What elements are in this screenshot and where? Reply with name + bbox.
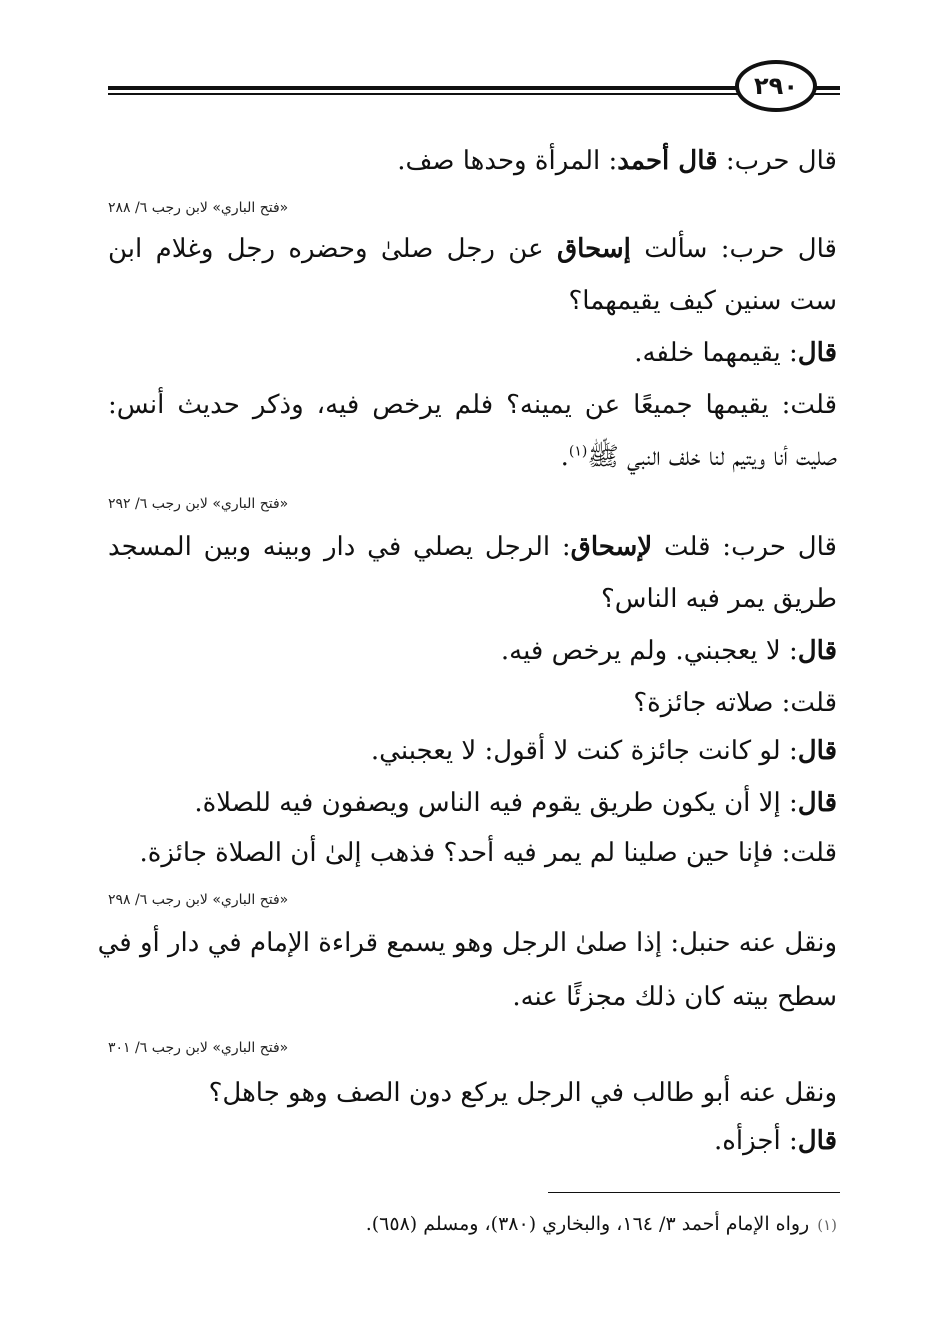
text-line: قلت: صلاته جائزة؟ bbox=[633, 688, 837, 718]
text-line: ونقل عنه حنبل: إذا صلىٰ الرجل وهو يسمع قراءة الإمام في دار أو في bbox=[97, 928, 837, 958]
footnote-divider bbox=[548, 1192, 840, 1193]
header-rule-thick bbox=[108, 86, 740, 90]
text-run: : الرجل يصلي في دار وبينه وبين المسجد bbox=[108, 532, 571, 562]
speaker-name: قال bbox=[797, 736, 837, 766]
text-run: : لا يعجبني. ولم يرخص فيه. bbox=[500, 636, 798, 666]
source-citation: «فتح الباري» لابن رجب ٦/ ٢٩٨ bbox=[108, 892, 289, 908]
page-number: ٢٩٠ bbox=[754, 72, 798, 100]
text-run: . bbox=[560, 442, 569, 472]
text-run: قال حرب: قلت bbox=[652, 532, 837, 562]
text-line: قلت: فإنا حين صلينا لم يمر فيه أحد؟ فذهب إلىٰ أن الصلاة جائزة. bbox=[139, 838, 837, 868]
source-citation: «فتح الباري» لابن رجب ٦/ ٢٨٨ bbox=[108, 200, 289, 216]
speaker-name: إسحاق bbox=[556, 234, 631, 264]
text-run: : يقيمهما خلفه. bbox=[634, 338, 798, 368]
source-citation: «فتح الباري» لابن رجب ٦/ ٢٩٢ bbox=[108, 496, 289, 512]
text-run: : إلا أن يكون طريق يقوم فيه الناس ويصفون فيه للصلاة. bbox=[194, 788, 798, 818]
text-run: قال حرب: bbox=[717, 146, 837, 176]
footnote-text: رواه الإمام أحمد ٣/ ١٦٤، والبخاري (٣٨٠)، ومسلم (٦٥٨). bbox=[365, 1213, 810, 1235]
footnote-ref: (١) bbox=[568, 443, 588, 460]
text-run: : لو كانت جائزة كنت لا أقول: لا يعجبني. bbox=[370, 736, 798, 766]
text-run: صليت أنا ويتيم لنا خلف النبي ﷺ bbox=[587, 442, 837, 472]
text-line bbox=[634, 340, 837, 366]
speaker-name: قال أحمد bbox=[617, 146, 718, 176]
speaker-name: لإسحاق bbox=[570, 532, 653, 562]
text-line bbox=[561, 444, 837, 470]
text-line: طريق يمر فيه الناس؟ bbox=[600, 584, 837, 614]
text-run: : المرأة وحدها صف. bbox=[397, 146, 618, 176]
text-line bbox=[194, 790, 837, 816]
footnote-mark: (١) bbox=[817, 1216, 837, 1234]
header-rule-thin bbox=[108, 93, 740, 95]
header-rule-right-thin bbox=[812, 93, 840, 95]
text-line bbox=[714, 1128, 837, 1154]
text-line: ونقل عنه أبو طالب في الرجل يركع دون الصف وهو جاهل؟ bbox=[208, 1078, 837, 1108]
text-line bbox=[371, 738, 837, 764]
text-line: قلت: يقيمها جميعًا عن يمينه؟ فلم يرخص فيه، وذكر حديث أنس: bbox=[108, 390, 837, 420]
text-run: قال حرب: سألت bbox=[630, 234, 837, 264]
text-run: : أجزأه. bbox=[713, 1126, 798, 1156]
speaker-name: قال bbox=[797, 1126, 837, 1156]
text-run: عن رجل صلىٰ وحضره رجل وغلام ابن bbox=[108, 234, 557, 264]
page-number-badge bbox=[735, 60, 817, 112]
footnote bbox=[366, 1213, 837, 1235]
speaker-name: قال bbox=[797, 636, 837, 666]
text-line bbox=[397, 148, 837, 174]
text-line bbox=[108, 534, 837, 560]
text-line bbox=[501, 638, 837, 664]
text-line: سطح بيته كان ذلك مجزئًا عنه. bbox=[512, 982, 837, 1012]
speaker-name: قال bbox=[797, 788, 837, 818]
text-line bbox=[108, 236, 837, 262]
text-line: ست سنين كيف يقيمهما؟ bbox=[568, 286, 837, 316]
speaker-name: قال bbox=[797, 338, 837, 368]
source-citation: «فتح الباري» لابن رجب ٦/ ٣٠١ bbox=[108, 1040, 289, 1056]
